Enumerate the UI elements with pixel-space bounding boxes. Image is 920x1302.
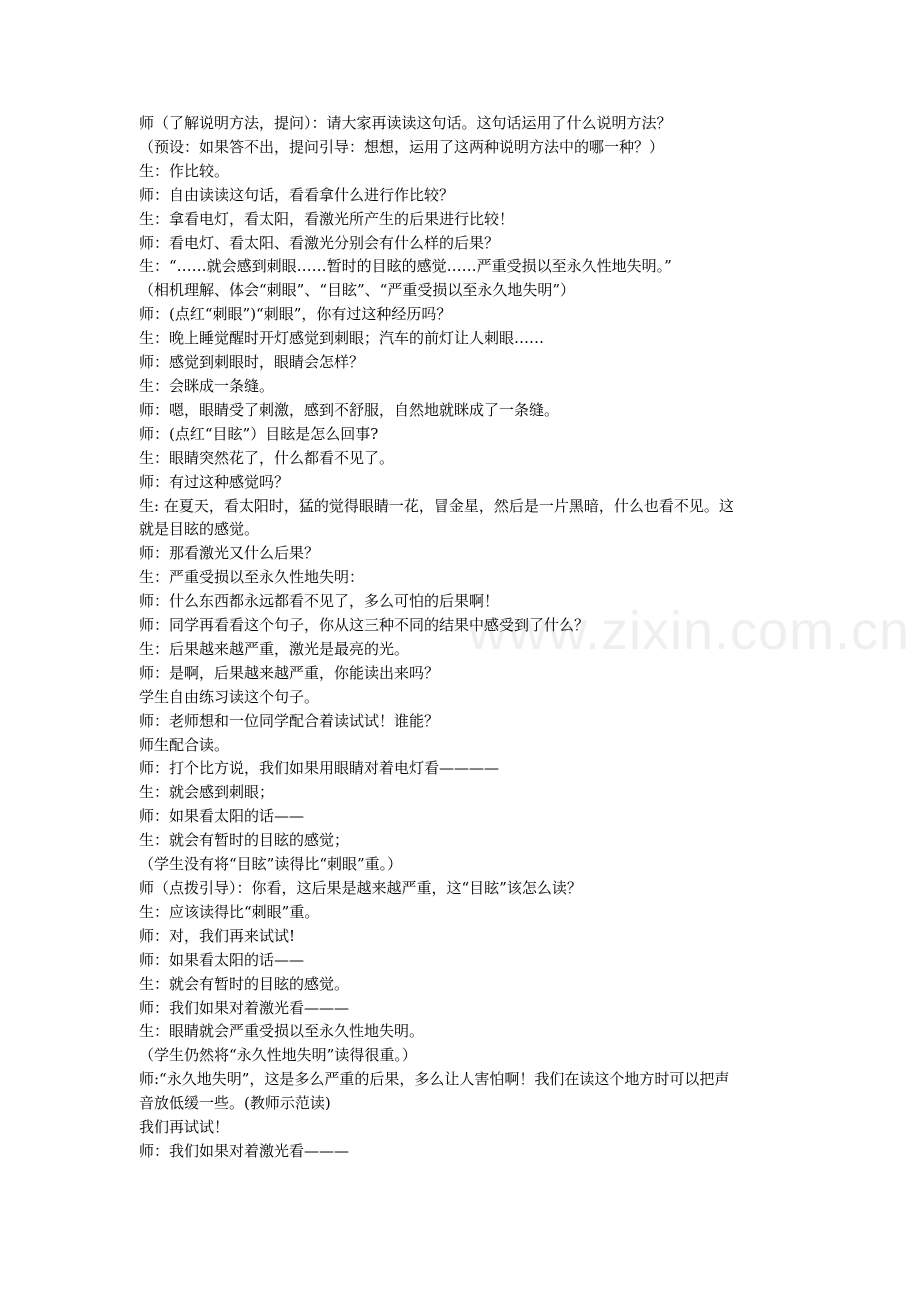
transcript-line: 师：感觉到刺眼时，眼睛会怎样？ — [139, 353, 365, 372]
transcript-line: 师生配合读。 — [139, 735, 230, 754]
transcript-line: 师：(点红“目眩”）目眩是怎么回事? — [139, 424, 379, 443]
transcript-line: （预设：如果答不出，提问引导：想想，运用了这两种说明方法中的哪一种？） — [139, 137, 665, 156]
transcript-line: 师：嗯，眼睛受了刺激，感到不舒服，自然地就眯成了一条缝。 — [139, 400, 560, 419]
transcript-line: 师：有过这种感觉吗？ — [139, 472, 290, 491]
transcript-line: 生：应该读得比“刺眼”重。 — [139, 902, 320, 921]
transcript-line: 生：严重受损以至永久性地失明： — [139, 568, 365, 587]
transcript-line: 生：就会有暂时的目眩的感觉； — [139, 831, 350, 850]
transcript-line: 师：打个比方说，我们如果用眼睛对着电灯看———— — [139, 759, 500, 778]
transcript-line: 生: 在夏天，看太阳时，猛的觉得眼睛一花，冒金星，然后是一片黑暗，什么也看不见。这 — [139, 496, 734, 515]
transcript-line: 生：拿看电灯，看太阳，看激光所产生的后果进行比较！ — [139, 209, 515, 228]
transcript-line: 师：老师想和一位同学配合着读试试！谁能？ — [139, 711, 440, 730]
transcript-line: 我们再试试！ — [139, 1118, 230, 1137]
transcript-line: 生：眼睛突然花了，什么都看不见了。 — [139, 448, 395, 467]
transcript-line: 生：就会有暂时的目眩的感觉。 — [139, 974, 350, 993]
transcript-line: 生：会眯成一条缝。 — [139, 376, 275, 395]
transcript-line: 师（点拨引导）：你看，这后果是越来越严重，这“目眩”该怎么读？ — [139, 879, 582, 897]
transcript-line: 生：就会感到刺眼； — [139, 783, 275, 802]
watermark-text: www.zixin.com.cn — [468, 601, 911, 661]
transcript-line: （相机理解、体会“刺眼”、“目眩”、“严重受损以至永久地失明”） — [139, 281, 576, 300]
transcript-line: 师:“永久地失明”，这是多么严重的后果，多么让人害怕啊！我们在读这个地方时可以把声 — [139, 1070, 730, 1089]
transcript-line: 音放低缓一些。(教师示范读) — [139, 1094, 331, 1113]
transcript-line: （学生仍然将“永久性地失明”读得很重。） — [139, 1046, 417, 1065]
transcript-line: 师：同学再看看这个句子，你从这三种不同的结果中感受到了什么？ — [139, 616, 590, 635]
transcript-line: 师：那看激光又什么后果？ — [139, 544, 320, 563]
transcript-line: 师：我们如果对着激光看——— — [139, 998, 350, 1017]
transcript-line: 生：眼睛就会严重受损以至永久性地失明。 — [139, 1022, 425, 1041]
transcript-line: 就是目眩的感觉。 — [139, 520, 260, 539]
transcript-line: 师：如果看太阳的话—— — [139, 807, 305, 826]
transcript-line: 师（了解说明方法，提问）：请大家再读读这句话。这句话运用了什么说明方法？ — [139, 114, 672, 132]
transcript-line: 师：看电灯、看太阳、看激光分别会有什么样的后果？ — [139, 233, 500, 252]
transcript-line: 师：是啊，后果越来越严重，你能读出来吗？ — [139, 663, 440, 682]
transcript-line: 师：(点红“刺眼”)“刺眼”，你有过这种经历吗？ — [139, 305, 452, 324]
transcript-line: 生：晚上睡觉醒时开灯感觉到刺眼；汽车的前灯让人刺眼…… — [139, 329, 545, 348]
transcript-line: 生：后果越来越严重，激光是最亮的光。 — [139, 639, 410, 658]
transcript-line: 生：作比较。 — [139, 161, 230, 180]
transcript-line: 师：对，我们再来试试! — [139, 926, 296, 945]
transcript-line: 师：自由读读这句话，看看拿什么进行作比较？ — [139, 185, 455, 204]
transcript-line: （学生没有将“目眩”读得比“刺眼”重。） — [139, 855, 403, 874]
transcript-line: 师：我们如果对着激光看——— — [139, 1141, 350, 1160]
lesson-transcript — [139, 112, 785, 1164]
transcript-line: 师：如果看太阳的话—— — [139, 950, 305, 969]
transcript-line: 学生自由练习读这个句子。 — [139, 687, 320, 706]
transcript-line: 师：什么东西都永远都看不见了，多么可怕的后果啊！ — [139, 592, 500, 611]
transcript-line: 生：“……就会感到刺眼……暂时的目眩的感觉……严重受损以至永久性地失明。” — [139, 257, 672, 276]
